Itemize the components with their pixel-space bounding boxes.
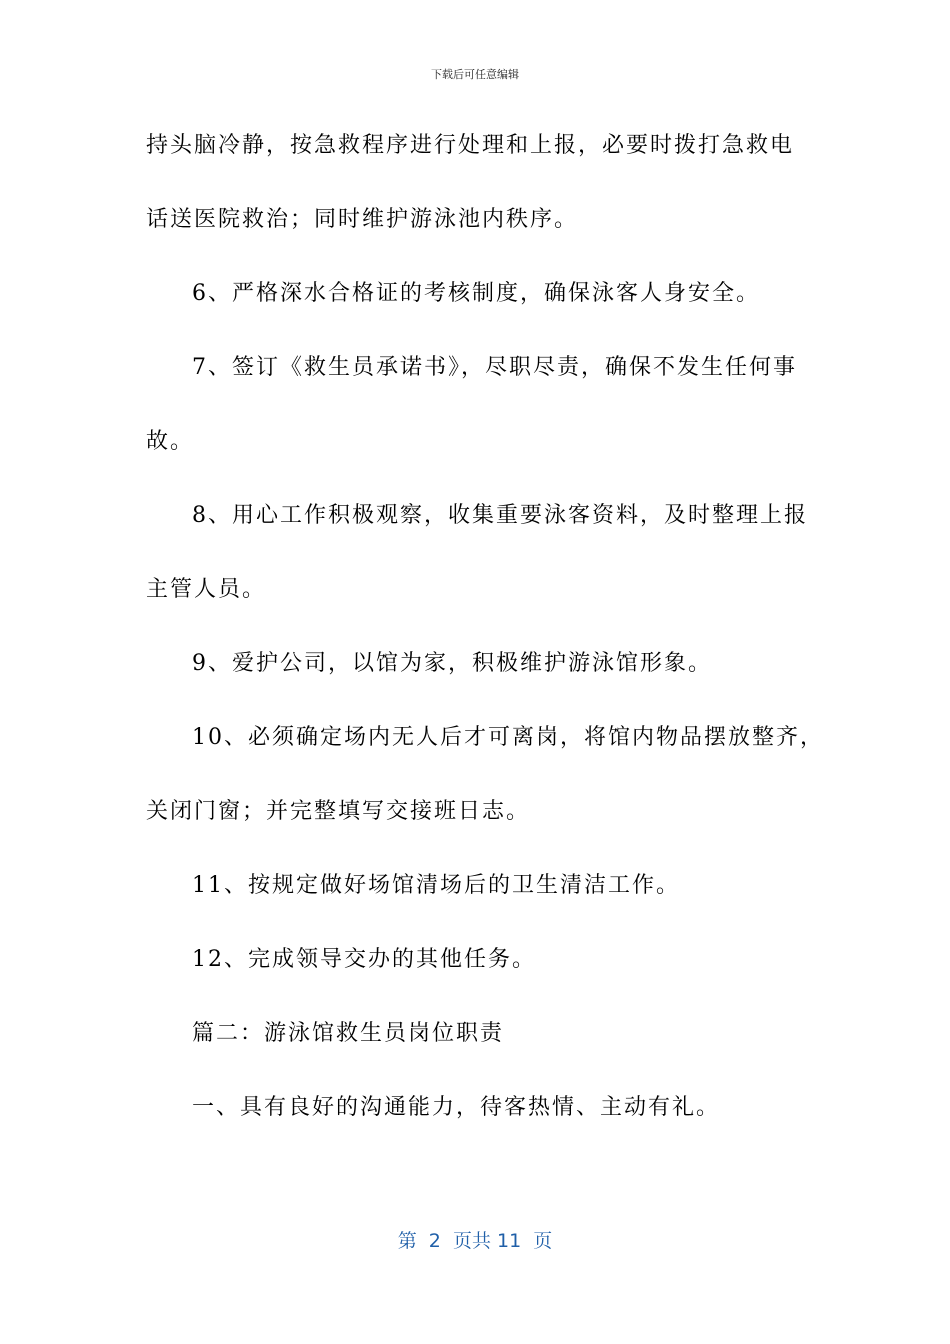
document-body bbox=[146, 128, 824, 1164]
text-line: 话送医院救治；同时维护游泳池内秩序。 bbox=[146, 207, 579, 232]
text-line: 主管人员。 bbox=[146, 577, 267, 602]
text-line: 关闭门窗；并完整填写交接班日志。 bbox=[146, 799, 531, 824]
text-line: 7、签订《救生员承诺书》，尽职尽责，确保不发生任何事 bbox=[192, 355, 797, 380]
section-heading: 篇二：游泳馆救生员岗位职责 bbox=[192, 1021, 505, 1046]
text-line: 9、爱护公司，以馆为家，积极维护游泳馆形象。 bbox=[192, 651, 712, 676]
text-line: 持头脑冷静，按急救程序进行处理和上报，必要时拨打急救电 bbox=[146, 133, 795, 158]
text-line: 8、用心工作积极观察，收集重要泳客资料，及时整理上报 bbox=[192, 503, 808, 528]
text-line: 故。 bbox=[146, 429, 195, 454]
text-line: 一、具有良好的沟通能力，待客热情、主动有礼。 bbox=[192, 1095, 721, 1120]
page-header: 下载后可任意编辑 bbox=[431, 68, 519, 81]
text-line: 11、按规定做好场馆清场后的卫生清洁工作。 bbox=[192, 873, 680, 898]
text-line: 12、完成领导交办的其他任务。 bbox=[192, 947, 536, 972]
text-line: 6、严格深水合格证的考核制度，确保泳客人身安全。 bbox=[192, 281, 760, 306]
text-line: 10、必须确定场内无人后才可离岗，将馆内物品摆放整齐， bbox=[192, 725, 824, 750]
page-number: 第 2 页共 11 页 bbox=[397, 1230, 553, 1252]
